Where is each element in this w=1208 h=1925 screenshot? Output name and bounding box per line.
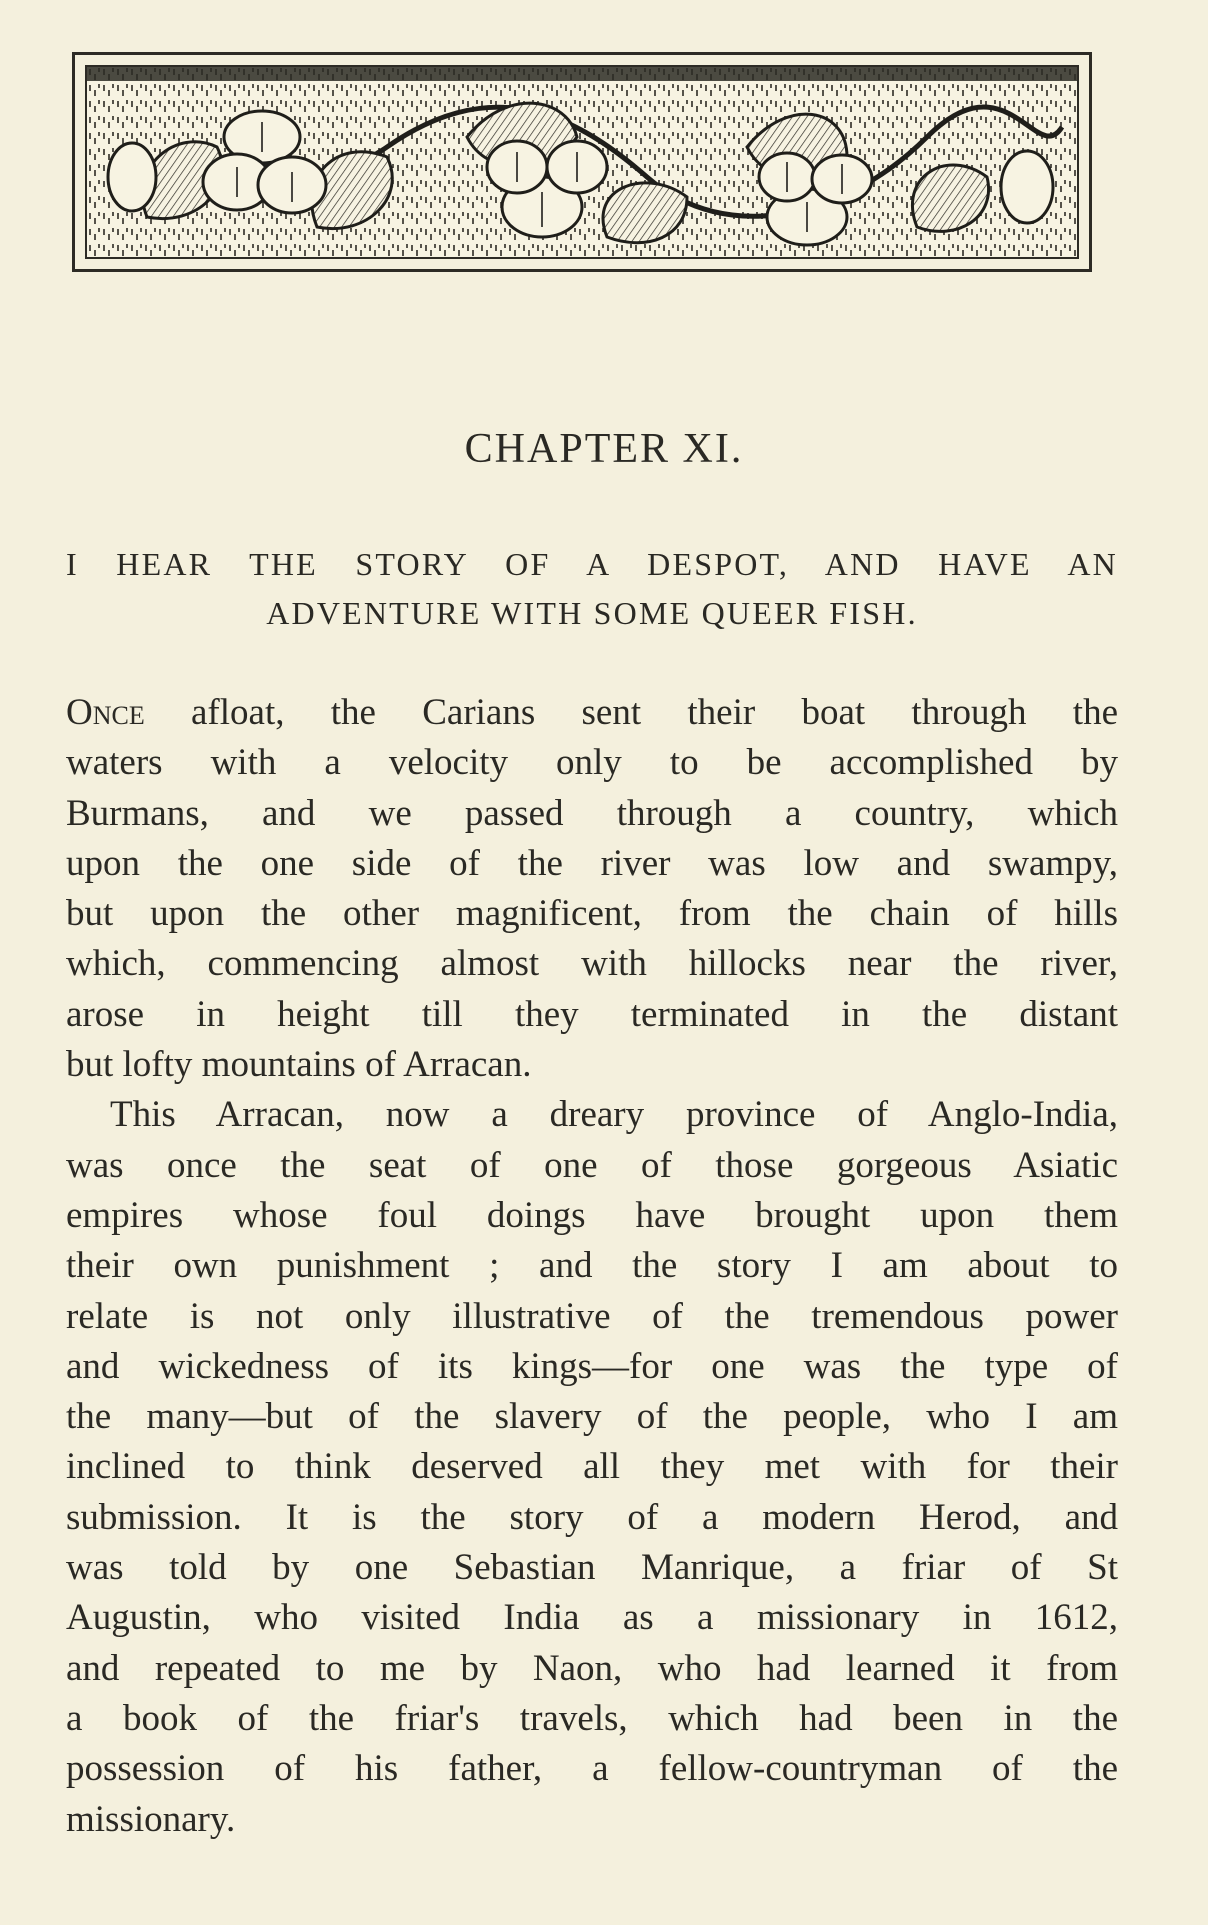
paragraph-line: This Arracan, now a dreary province of Anglo-India, — [110, 1094, 1118, 1136]
headpiece-frame — [85, 65, 1079, 259]
paragraph-line: was told by one Sebastian Manrique, a friar of St — [66, 1547, 1118, 1589]
chapter-body — [66, 688, 1118, 1845]
paragraph-line: which, commencing almost with hillocks near the river, — [66, 943, 1118, 985]
paragraph-line: Augustin, who visited India as a missionary in 1612, — [66, 1597, 1118, 1639]
paragraph-line: and wickedness of its kings—for one was the type of — [66, 1345, 1118, 1387]
opening-word: Once — [66, 692, 145, 733]
paragraph-line: arose in height till they terminated in the distant — [66, 993, 1118, 1035]
paragraph-line — [66, 688, 1118, 738]
paragraph-line: inclined to think deserved all they met with for their — [66, 1446, 1118, 1488]
paragraph-line: the many—but of the slavery of the people, who I am — [66, 1396, 1118, 1438]
paragraph-line: empires whose foul doings have brought upon them — [66, 1194, 1118, 1236]
paragraph-line: and repeated to me by Naon, who had learned it from — [66, 1647, 1118, 1689]
paragraph-line: Burmans, and we passed through a country, which — [66, 792, 1118, 834]
floral-ornament-icon — [87, 67, 1077, 257]
paragraph-line: possession of his father, a fellow-countryman of the — [66, 1748, 1118, 1790]
chapter-title: CHAPTER XI. — [464, 426, 744, 472]
paragraph-line: was once the seat of one of those gorgeous Asiatic — [66, 1144, 1118, 1186]
paragraph-line-text: afloat, the Carians sent their boat through the — [144, 692, 1118, 733]
chapter-subtitle-line: ADVENTURE WITH SOME QUEER FISH. — [266, 595, 918, 631]
paragraph-line: waters with a velocity only to be accomplished by — [66, 742, 1118, 784]
chapter-subtitle — [66, 540, 1118, 638]
paragraph-line: but upon the other magnificent, from the chain of hills — [66, 893, 1118, 935]
paragraph-line: a book of the friar's travels, which had been in the — [66, 1697, 1118, 1739]
paragraph-line: submission. It is the story of a modern Herod, and — [66, 1496, 1118, 1538]
chapter-subtitle-line: I HEAR THE STORY OF A DESPOT, AND HAVE AN — [66, 546, 1118, 582]
paragraph-line: missionary. — [66, 1798, 236, 1840]
paragraph-line: their own punishment ; and the story I am about to — [66, 1245, 1118, 1287]
paragraph-line: upon the one side of the river was low and swampy, — [66, 842, 1118, 884]
paragraph-line: relate is not only illustrative of the tremendous power — [66, 1295, 1118, 1337]
ornamental-headpiece — [72, 52, 1092, 272]
paragraph-line: but lofty mountains of Arracan. — [66, 1044, 532, 1086]
